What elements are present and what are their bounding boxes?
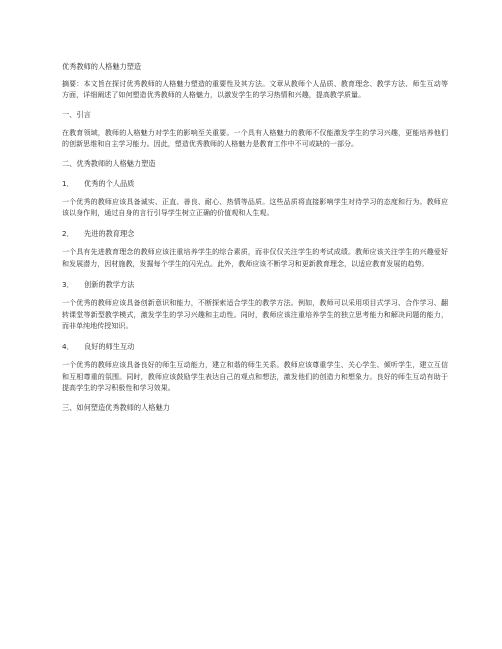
subsection-number: 1． — [62, 178, 74, 188]
subsection-title: 良好的师生互动 — [84, 342, 135, 352]
subsection-heading — [62, 342, 448, 352]
subsection-number: 2． — [62, 229, 74, 239]
section-heading-charisma: 二、优秀教师的人格魅力塑造 — [62, 158, 156, 168]
subsection-title: 创新的教学方法 — [84, 280, 135, 290]
subsection-paragraph: 一个优秀的教师应该具备诚实、正直、善良、耐心、热情等品质。这些品质将直接影响学生对待学习的态度和行为。教师应该以身作则，通过自身的言行引导学生树立正确的价值观和人生观。 — [62, 197, 448, 218]
document-title: 优秀教师的人格魅力塑造 — [62, 62, 142, 71]
subsection-paragraph: 一个优秀的教师应该具备创新意识和能力，不断探索适合学生的教学方法。例如，教师可以采用项目式学习、合作学习、翻转课堂等新型教学模式，激发学生的学习兴趣和主动性。同时，教师应该注重培养学生的独立思考能力和解决问题的能力，而非单纯地传授知识。 — [62, 299, 448, 331]
intro-paragraph: 在教育领域，教师的人格魅力对学生的影响至关重要。一个具有人格魅力的教师不仅能激发学生的学习兴趣，更能培养他们的创新思维和自主学习能力。因此，塑造优秀教师的人格魅力是教育工作中不可或缺的一部分。 — [62, 128, 448, 149]
subsection-heading — [62, 229, 448, 239]
subsection-paragraph: 一个优秀的教师应该具备良好的师生互动能力，建立和谐的师生关系。教师应该尊重学生、关心学生、倾听学生，建立互信和互相尊重的氛围。同时，教师应该鼓励学生表达自己的观点和想法，激发他们的创造力和想象力。良好的师生互动有助于提高学生的学习积极性和学习效果。 — [62, 361, 448, 393]
subsection-number: 4． — [62, 342, 74, 352]
subsection-number: 3． — [62, 280, 74, 290]
subsection-heading — [62, 280, 448, 290]
subsection-paragraph: 一个具有先进教育理念的教师应该注重培养学生的综合素质，而非仅仅关注学生的考试成绩。教师应该关注学生的兴趣爱好和发展潜力，因材施教，发掘每个学生的闪光点。此外，教师应该不断学习和更新教育理念，以适应教育发展的趋势。 — [62, 248, 448, 268]
section-heading-intro: 一、引言 — [62, 109, 91, 119]
subsection-title: 优秀的个人品质 — [84, 178, 135, 188]
subsection-title: 先进的教育理念 — [84, 229, 135, 239]
abstract-paragraph: 摘要：本文旨在探讨优秀教师的人格魅力塑造的重要性及其方法。文章从教师个人品质、教育理念、教学方法、师生互动等方面，详细阐述了如何塑造优秀教师的人格魅力，以激发学生的学习热情和兴趣，提高教学质量。 — [62, 80, 448, 100]
subsection-heading — [62, 179, 448, 189]
document-page — [62, 62, 448, 413]
section-heading-how-to: 三、如何塑造优秀教师的人格魅力 — [62, 402, 170, 412]
